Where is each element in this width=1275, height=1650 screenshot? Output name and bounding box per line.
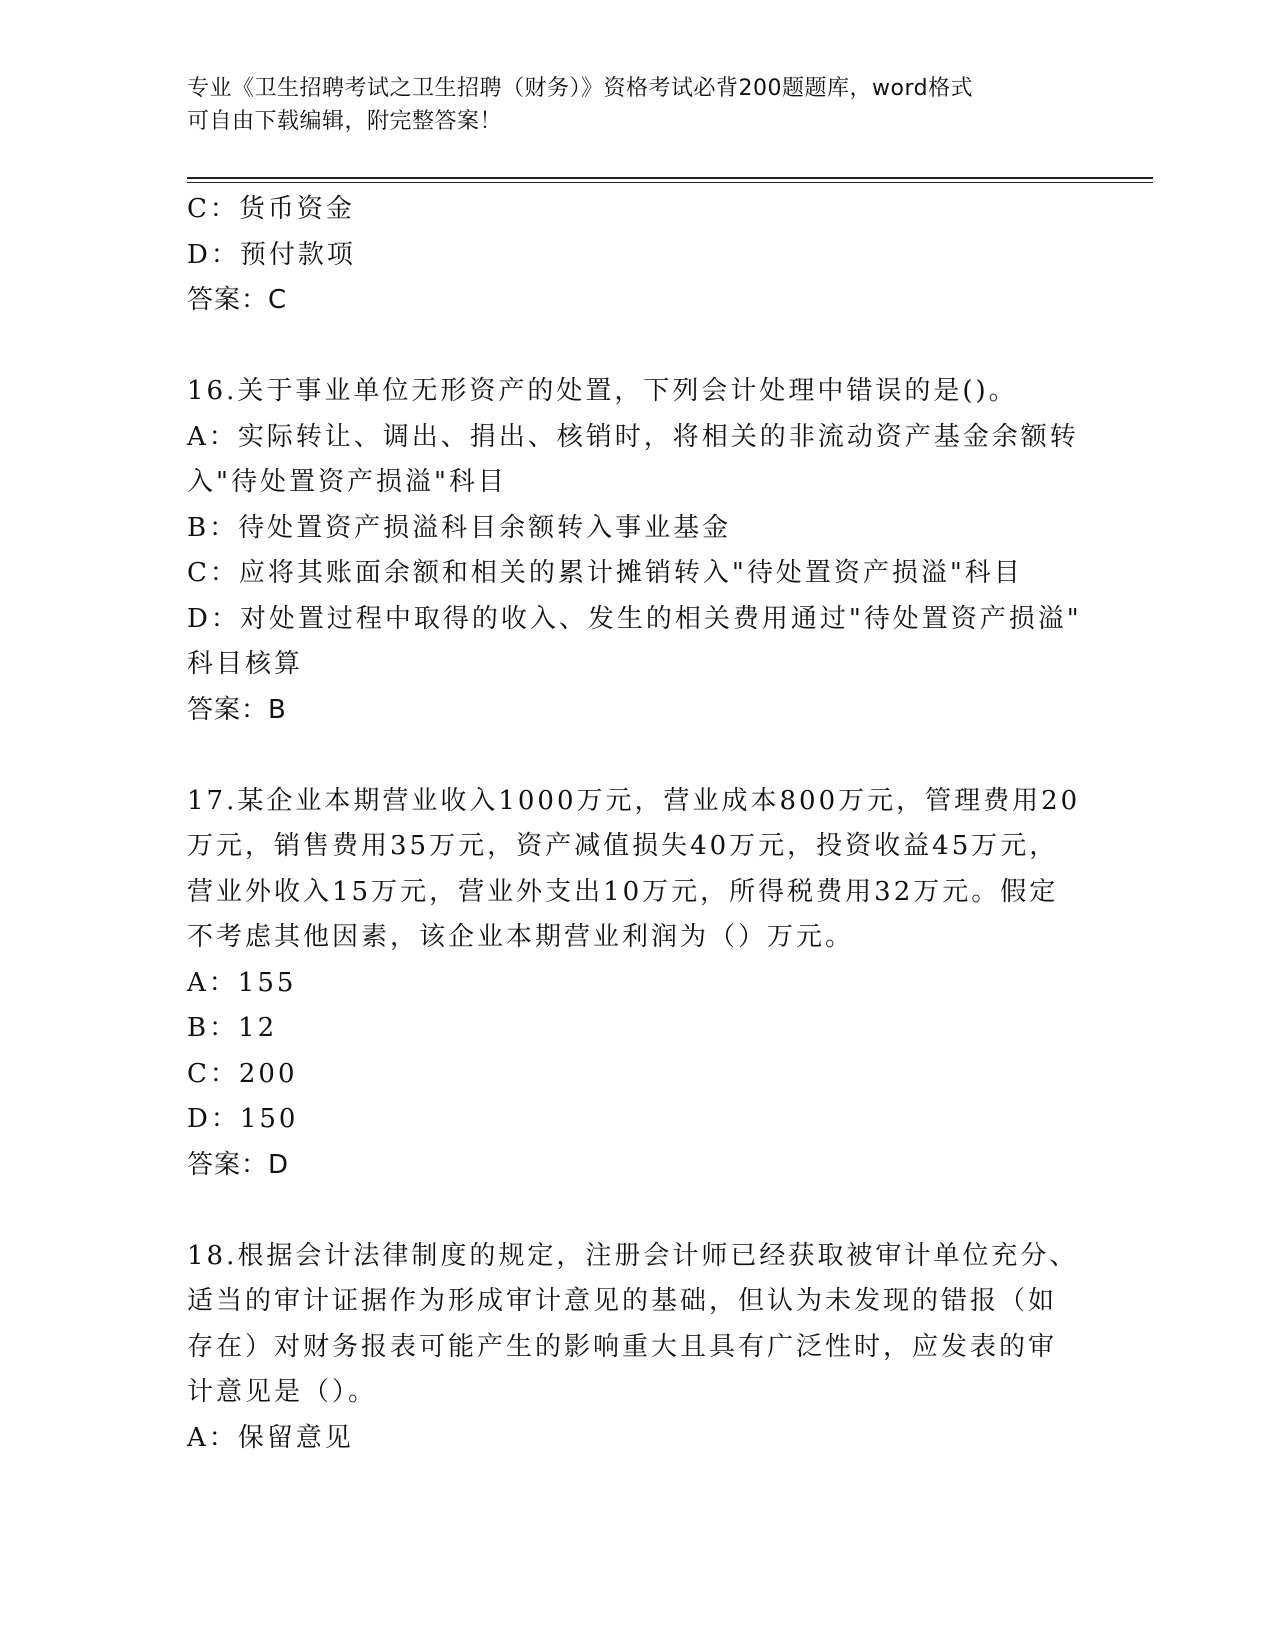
spacer <box>187 1188 1087 1234</box>
question-stem: 18.根据会计法律制度的规定，注册会计师已经获取被审计单位充分、 <box>187 1240 1079 1271</box>
header-rule-thin <box>187 182 1153 183</box>
page-header <box>187 72 1087 138</box>
answer: 答案：C <box>187 285 288 315</box>
option-d: D：对处置过程中取得的收入、发生的相关费用通过"待处置资产损溢" <box>187 603 1082 634</box>
option-b: B：12 <box>187 1013 278 1043</box>
option-d: D：150 <box>187 1104 299 1134</box>
option-a-continued: 入"待处置资产损溢"科目 <box>187 467 507 497</box>
option-a: A：155 <box>187 967 297 998</box>
spacer <box>187 324 1087 370</box>
question-stem: 16.关于事业单位无形资产的处置，下列会计处理中错误的是()。 <box>187 376 1018 406</box>
question-16 <box>187 369 1087 733</box>
question-stem-continued: 万元，销售费用35万元，资产减值损失40万元，投资收益45万元， <box>187 831 1059 861</box>
spacer <box>187 733 1087 779</box>
question-stem-continued: 存在）对财务报表可能产生的影响重大且具有广泛性时，应发表的审 <box>187 1331 1058 1362</box>
option-b: B：待处置资产损溢科目余额转入事业基金 <box>187 512 732 543</box>
question-stem-continued: 不考虑其他因素，该企业本期营业利润为（）万元。 <box>187 922 855 952</box>
option-d-continued: 科目核算 <box>187 649 304 679</box>
question-stem-continued: 营业外收入15万元，营业外支出10万元，所得税费用32万元。假定 <box>187 876 1059 907</box>
option-c: C：200 <box>187 1058 298 1089</box>
question-15-tail <box>187 187 1087 324</box>
header-rule-thick <box>187 177 1153 179</box>
option-d: D：预付款项 <box>187 239 356 270</box>
question-content <box>187 187 1087 1461</box>
question-stem-continued: 计意见是（）。 <box>187 1377 378 1407</box>
question-17 <box>187 779 1087 1189</box>
option-c: C：应将其账面余额和相关的累计摊销转入"待处置资产损溢"科目 <box>187 558 1023 588</box>
answer: 答案：D <box>187 1149 290 1180</box>
header-line-2: 可自由下载编辑，附完整答案！ <box>187 109 503 134</box>
answer: 答案：B <box>187 694 287 725</box>
header-line-1: 专业《卫生招聘考试之卫生招聘（财务）》资格考试必背200题题库，word格式 <box>187 76 974 101</box>
option-a: A：实际转让、调出、捐出、核销时，将相关的非流动资产基金余额转 <box>187 421 1079 452</box>
option-a: A：保留意见 <box>187 1422 354 1453</box>
question-stem-continued: 适当的审计证据作为形成审计意见的基础，但认为未发现的错报（如 <box>187 1286 1058 1316</box>
question-18 <box>187 1234 1087 1462</box>
option-c: C：货币资金 <box>187 194 355 224</box>
question-stem: 17.某企业本期营业收入1000万元，营业成本800万元，管理费用20 <box>187 785 1081 816</box>
